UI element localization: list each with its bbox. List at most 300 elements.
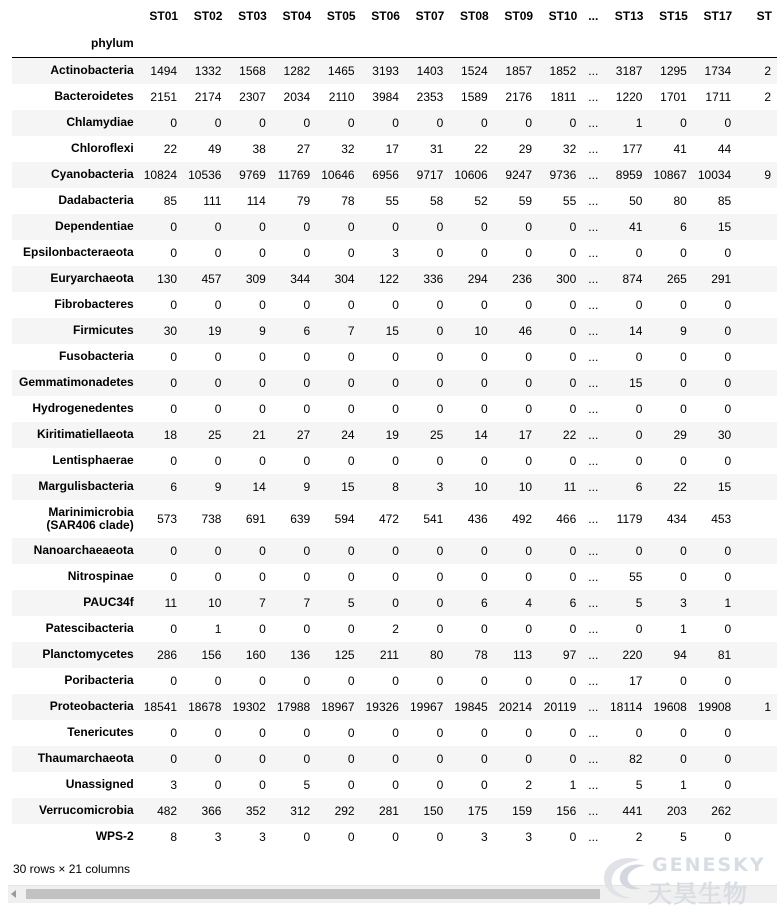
table-cell: 32 [562, 141, 577, 156]
table-cell: 10536 [188, 167, 222, 182]
table-cell: 5 [347, 595, 355, 610]
table-cell: 0 [436, 453, 444, 468]
table-cell: 0 [392, 543, 399, 558]
table-row [12, 240, 777, 266]
row-label: Bacteroidetes [54, 89, 134, 103]
row-label: Dadabacteria [58, 193, 134, 207]
table-cell: 0 [525, 245, 533, 260]
table-cell [737, 564, 777, 590]
table-cell: 175 [467, 803, 488, 818]
table-cell: 0 [259, 401, 266, 416]
table-cell: 19908 [697, 699, 732, 714]
table-cell: 0 [170, 453, 178, 468]
table-cell: 18 [163, 427, 178, 442]
table-cell: 0 [724, 453, 732, 468]
table-cell: 8 [170, 829, 178, 844]
table-cell: 44 [717, 141, 732, 156]
table-cell: 0 [214, 569, 222, 584]
table-cell: 594 [334, 511, 355, 526]
table-cell: 0 [214, 673, 222, 688]
table-cell: 0 [481, 751, 488, 766]
table-cell: 0 [724, 543, 732, 558]
table-row [12, 84, 777, 110]
table-cell: 0 [392, 349, 399, 364]
row-label: Gemmatimonadetes [19, 375, 134, 389]
row-label-line1: Marinimicrobia [48, 504, 134, 519]
table-cell: 0 [569, 297, 577, 312]
table-cell: 29 [518, 141, 533, 156]
row-label: Euryarchaeota [50, 271, 134, 285]
row-label: Lentisphaerae [52, 453, 134, 467]
table-cell: 573 [157, 511, 178, 526]
table-cell: 6 [303, 323, 311, 338]
row-label: Firmicutes [73, 323, 134, 337]
table-cell: 0 [481, 621, 488, 636]
table-cell: 8959 [615, 167, 643, 182]
table-cell: 1852 [549, 63, 577, 78]
row-label: Fibrobacteres [54, 297, 134, 311]
row-label-line2: (SAR406 clade) [46, 517, 134, 532]
table-cell: 9 [303, 479, 311, 494]
table-cell: 9247 [505, 167, 533, 182]
table-row [12, 136, 777, 162]
table-cell [737, 824, 777, 850]
table-cell: 130 [157, 271, 178, 286]
table-cell: 434 [666, 511, 687, 526]
table-cell: 10824 [143, 167, 178, 182]
table-row [12, 538, 777, 564]
table-cell: 0 [525, 543, 533, 558]
table-cell: 0 [170, 621, 178, 636]
table-cell: 3 [481, 829, 488, 844]
table-cell: 0 [259, 349, 266, 364]
table-cell: 1179 [616, 511, 643, 526]
table-cell: 19326 [365, 699, 399, 714]
row-label: WPS-2 [95, 829, 134, 843]
table-cell: 0 [170, 245, 178, 260]
table-cell: 15 [629, 375, 643, 390]
row-label: Tenericutes [67, 725, 134, 739]
table-cell: 1220 [615, 89, 643, 104]
table-cell: 0 [436, 219, 444, 234]
table-cell: 10867 [653, 167, 687, 182]
table-row [12, 370, 777, 396]
table-row [12, 422, 777, 448]
table-cell: 0 [170, 673, 178, 688]
table-cell: 19 [385, 427, 399, 442]
row-label: PAUC34f [83, 595, 134, 609]
table-cell: 0 [392, 777, 399, 792]
table-cell: 17 [518, 427, 533, 442]
table-cell: 0 [436, 297, 444, 312]
table-cell: 0 [347, 453, 355, 468]
table-cell: 0 [724, 297, 732, 312]
column-header: ST06 [371, 8, 400, 23]
table-cell: 0 [392, 375, 399, 390]
table-cell: 0 [214, 115, 222, 130]
table-cell: 78 [474, 647, 488, 662]
table-cell: 160 [245, 647, 266, 662]
table-cell: 0 [303, 219, 311, 234]
table-cell: 281 [378, 803, 399, 818]
table-cell: 0 [724, 777, 732, 792]
table-row [12, 772, 777, 798]
row-label: Thaumarchaeota [37, 751, 134, 765]
column-header-row [12, 3, 777, 28]
table-cell: 14 [629, 323, 643, 338]
table-cell [737, 110, 777, 136]
table-cell: 0 [680, 725, 687, 740]
cell-ellipsis: ... [588, 63, 599, 78]
table-cell: 1282 [283, 63, 311, 78]
table-cell: 0 [259, 673, 266, 688]
table-cell [737, 136, 777, 162]
table-cell: 2 [635, 829, 643, 844]
table-cell: 80 [429, 647, 444, 662]
table-cell: 17 [385, 141, 399, 156]
table-cell: 0 [569, 453, 577, 468]
table-cell: 0 [569, 829, 577, 844]
table-cell: 0 [392, 401, 399, 416]
logo-text-cn: 天昊生物 [648, 880, 748, 908]
table-row [12, 266, 777, 292]
table-cell: 0 [214, 543, 222, 558]
table-cell: 0 [170, 375, 178, 390]
table-row [12, 474, 777, 500]
table-cell: 3 [170, 777, 178, 792]
table-cell: 691 [245, 511, 266, 526]
table-cell: 0 [724, 401, 732, 416]
table-cell: 0 [635, 245, 643, 260]
table-cell: 0 [303, 297, 311, 312]
table-cell: 0 [525, 725, 533, 740]
table-cell: 0 [635, 453, 643, 468]
genesky-swirl-icon [596, 852, 656, 904]
table-cell: 156 [556, 803, 577, 818]
table-cell: 1295 [660, 63, 687, 78]
table-cell: 0 [525, 297, 533, 312]
table-cell: 0 [259, 245, 266, 260]
table-cell: 2110 [328, 89, 355, 104]
table-cell: 0 [569, 115, 577, 130]
table-cell: 0 [259, 751, 266, 766]
cell-ellipsis: ... [588, 401, 599, 416]
table-cell: 300 [556, 271, 577, 286]
column-header: ST05 [326, 8, 356, 23]
table-cell: 0 [569, 245, 577, 260]
column-header: ST07 [415, 8, 445, 23]
table-cell: 0 [680, 245, 687, 260]
table-cell: 0 [259, 375, 266, 390]
table-cell: 0 [347, 115, 355, 130]
table-row [12, 720, 777, 746]
table-cell: 18678 [188, 699, 222, 714]
row-label: Chlamydiae [66, 115, 134, 129]
table-cell: 0 [214, 777, 222, 792]
table-cell: 0 [525, 673, 533, 688]
table-cell: 2 [764, 63, 771, 78]
table-cell: 0 [525, 219, 533, 234]
table-cell: 7 [303, 595, 311, 610]
table-cell: 9 [680, 323, 687, 338]
table-cell: 0 [569, 401, 577, 416]
cell-ellipsis: ... [588, 595, 599, 610]
table-cell: 0 [525, 621, 533, 636]
table-cell: 236 [512, 271, 533, 286]
table-cell: 14 [474, 427, 488, 442]
table-cell: 10 [474, 323, 488, 338]
table-cell: 0 [303, 725, 311, 740]
cell-ellipsis: ... [588, 511, 599, 526]
table-cell: 18541 [143, 699, 178, 714]
table-cell: 0 [724, 245, 732, 260]
table-cell: 22 [474, 141, 488, 156]
table-cell: 0 [214, 751, 222, 766]
table-cell: 0 [724, 349, 732, 364]
table-cell: 38 [252, 141, 266, 156]
table-cell: 10 [208, 595, 222, 610]
table-cell: 0 [170, 725, 178, 740]
table-cell: 30 [717, 427, 732, 442]
column-header: ST15 [659, 8, 688, 23]
table-cell: 81 [717, 647, 732, 662]
table-cell: 1 [680, 621, 687, 636]
table-row [12, 162, 777, 188]
cell-ellipsis: ... [588, 141, 599, 156]
column-header: ST03 [238, 8, 267, 23]
scroll-left-arrow-icon[interactable] [11, 890, 16, 898]
table-cell: 3984 [372, 89, 399, 104]
table-cell [737, 396, 777, 422]
table-cell: 5 [635, 777, 643, 792]
table-cell: 0 [569, 375, 577, 390]
table-cell: 3 [392, 245, 399, 260]
table-cell: 0 [214, 349, 222, 364]
cell-ellipsis: ... [588, 569, 599, 584]
table-cell: 0 [436, 725, 444, 740]
table-cell: 0 [680, 673, 687, 688]
table-cell: 0 [259, 219, 266, 234]
table-cell: 262 [711, 803, 732, 818]
table-cell: 0 [569, 219, 577, 234]
table-cell: 0 [481, 453, 488, 468]
table-cell: 10 [474, 479, 488, 494]
table-cell: 1711 [705, 89, 732, 104]
table-cell: 0 [525, 751, 533, 766]
table-cell: 0 [170, 219, 178, 234]
table-cell: 874 [622, 271, 643, 286]
table-cell: 2151 [150, 89, 178, 104]
table-cell: 125 [334, 647, 355, 662]
table-cell: 0 [569, 673, 577, 688]
table-cell: 0 [303, 453, 311, 468]
row-label: Margulisbacteria [38, 479, 134, 493]
row-label: Kiritimatiellaeota [37, 427, 134, 441]
table-cell: 10606 [454, 167, 488, 182]
table-cell: 0 [481, 401, 488, 416]
table-cell: 0 [347, 569, 355, 584]
table-cell: 1857 [505, 63, 533, 78]
table-header [12, 3, 777, 58]
table-cell: 457 [201, 271, 222, 286]
table-cell: 294 [467, 271, 488, 286]
table-cell [737, 370, 777, 396]
logo-text-en: GENESKY [652, 854, 766, 876]
table-cell: 19 [208, 323, 222, 338]
table-cell: 0 [347, 401, 355, 416]
table-cell: 0 [170, 751, 178, 766]
table-cell: 0 [214, 245, 222, 260]
table-cell: 1403 [416, 63, 444, 78]
table-cell: 312 [290, 803, 311, 818]
table-cell: 32 [341, 141, 355, 156]
table-cell: 1 [635, 115, 643, 130]
table-cell [737, 500, 777, 538]
table-cell: 6 [569, 595, 577, 610]
cell-ellipsis: ... [588, 427, 599, 442]
table-row [12, 396, 777, 422]
table-cell: 0 [303, 375, 311, 390]
row-label: Chloroflexi [71, 141, 134, 155]
cell-ellipsis: ... [588, 245, 599, 260]
table-cell: 2174 [194, 89, 222, 104]
table-cell: 0 [680, 543, 687, 558]
table-cell: 9 [764, 167, 771, 182]
table-cell: 1 [569, 777, 577, 792]
table-cell: 0 [481, 245, 488, 260]
column-ellipsis: ... [588, 8, 599, 23]
table-cell: 0 [436, 829, 444, 844]
table-cell: 1568 [239, 63, 266, 78]
table-cell: 466 [556, 511, 577, 526]
table-cell: 336 [423, 271, 444, 286]
table-cell: 0 [680, 349, 687, 364]
table-cell: 19302 [232, 699, 266, 714]
table-cell: 0 [259, 543, 266, 558]
table-cell: 3187 [615, 63, 643, 78]
table-cell: 639 [290, 511, 311, 526]
table-cell: 4 [525, 595, 533, 610]
table-cell: 0 [303, 349, 311, 364]
row-label: Nitrospinae [67, 569, 134, 583]
table-cell: 3 [525, 829, 533, 844]
table-cell: 211 [379, 647, 399, 662]
table-row [12, 110, 777, 136]
table-row [12, 668, 777, 694]
table-cell: 0 [436, 673, 444, 688]
table-cell: 0 [635, 427, 643, 442]
cell-ellipsis: ... [588, 803, 599, 818]
table-cell: 19967 [409, 699, 444, 714]
table-cell: 0 [569, 621, 577, 636]
table-body [12, 58, 777, 850]
table-row [12, 58, 777, 84]
table-cell: 5 [680, 829, 687, 844]
table-row [12, 694, 777, 720]
table-cell: 0 [347, 543, 355, 558]
table-cell: 113 [512, 647, 533, 662]
table-cell: 0 [170, 297, 178, 312]
row-label: Fusobacteria [59, 349, 134, 363]
table-cell: 0 [347, 349, 355, 364]
table-cell: 6 [635, 479, 643, 494]
table-row [12, 448, 777, 474]
table-cell: 0 [392, 595, 399, 610]
table-cell: 0 [481, 725, 488, 740]
table-cell: 0 [347, 829, 355, 844]
table-cell: 10034 [697, 167, 732, 182]
cell-ellipsis: ... [588, 349, 599, 364]
table-row [12, 188, 777, 214]
table-cell: 0 [481, 375, 488, 390]
table-row [12, 746, 777, 772]
table-cell: 436 [467, 511, 488, 526]
table-cell: 21 [252, 427, 266, 442]
cell-ellipsis: ... [588, 725, 599, 740]
table-cell: 0 [680, 401, 687, 416]
scrollbar-thumb[interactable] [26, 889, 600, 899]
table-cell: 1811 [550, 89, 577, 104]
table-cell: 11769 [277, 167, 311, 182]
table-row [12, 292, 777, 318]
table-cell: 203 [666, 803, 687, 818]
table-cell: 7 [259, 595, 266, 610]
table-cell: 2307 [239, 89, 266, 104]
cell-ellipsis: ... [588, 115, 599, 130]
table-cell: 0 [347, 245, 355, 260]
table-cell [737, 720, 777, 746]
cell-ellipsis: ... [588, 751, 599, 766]
table-cell: 3 [259, 829, 266, 844]
table-cell: 55 [562, 193, 577, 208]
table-cell: 20214 [498, 699, 533, 714]
table-row [12, 564, 777, 590]
table-cell: 19608 [653, 699, 687, 714]
table-cell: 344 [290, 271, 311, 286]
table-cell: 1589 [461, 89, 488, 104]
table-cell: 5 [303, 777, 311, 792]
table-cell: 22 [562, 427, 577, 442]
table-cell: 9 [259, 323, 266, 338]
cell-ellipsis: ... [588, 193, 599, 208]
table-cell: 0 [635, 349, 643, 364]
table-cell: 14 [252, 479, 266, 494]
table-cell: 20119 [543, 699, 577, 714]
table-cell: 22 [163, 141, 178, 156]
table-cell: 0 [569, 751, 577, 766]
table-cell: 453 [711, 511, 732, 526]
table-cell: 0 [436, 621, 444, 636]
table-cell: 0 [214, 375, 222, 390]
row-label: Poribacteria [64, 673, 134, 687]
table-cell: 286 [157, 647, 178, 662]
table-cell: 79 [296, 193, 311, 208]
table-cell: 19845 [454, 699, 488, 714]
table-cell [737, 292, 777, 318]
table-cell: 0 [680, 569, 687, 584]
table-cell: 0 [724, 829, 732, 844]
table-cell: 0 [724, 751, 732, 766]
row-label: Planctomycetes [42, 647, 134, 661]
table-cell: 0 [525, 569, 533, 584]
table-row [12, 318, 777, 344]
column-header: ST08 [460, 8, 489, 23]
table-cell: 472 [378, 511, 399, 526]
table-cell: 0 [481, 219, 488, 234]
table-cell: 0 [259, 621, 266, 636]
column-header: ST [756, 8, 772, 23]
table-cell: 11 [563, 479, 577, 494]
